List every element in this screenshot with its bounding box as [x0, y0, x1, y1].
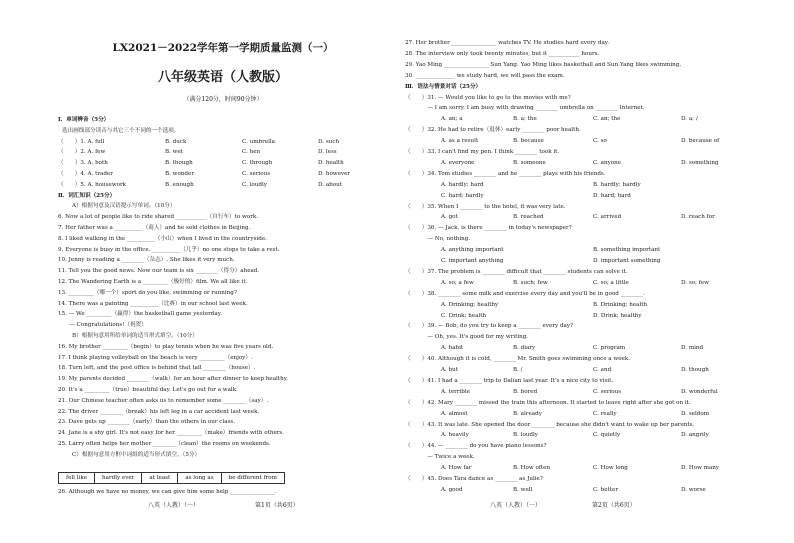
- question-stem: （ ）33. I can't find my pen. I think ________ took it.: [405, 149, 560, 155]
- answer-option-a: A. so; a few: [441, 279, 474, 286]
- question-line: 20. It's a _________（true）beautiful day. Let's go out for a walk.: [58, 387, 238, 393]
- phrase-item: hardly ever: [95, 473, 142, 483]
- phrase-item: as long as: [178, 473, 221, 483]
- question-line: 17. I think playing volleyball on the beach is very _________（enjoy）.: [58, 354, 253, 361]
- answer-option-a: A. terrible: [441, 388, 470, 395]
- answer-option-b: B. hardly; hardly: [593, 181, 641, 188]
- answer-option-a: A. hardly; hard: [441, 181, 484, 188]
- question-stem: （ ）36. — Jack, is there ________ in today's newspaper?: [405, 225, 572, 232]
- answer-option-c: C. serious: [593, 388, 622, 395]
- question-option-b: B. enough: [165, 181, 194, 188]
- question-line: 19. My parents decided ________（walk）for an hour after dinner to keep healthy.: [58, 376, 288, 383]
- answer-option-c: C. arrived: [593, 214, 622, 221]
- answer-option-c: C. so: [593, 138, 607, 145]
- answer-option-c: C. and: [593, 367, 612, 373]
- answer-option-a: A. almost: [441, 410, 468, 417]
- answer-option-b: B. bored: [513, 388, 538, 395]
- question-line: 30. ______________ we study hard, we will pass the exam.: [405, 72, 565, 79]
- answer-option-d: D. though: [681, 367, 709, 373]
- question-option-b: B. duck: [165, 138, 187, 145]
- question-option-d: D. however: [318, 171, 351, 177]
- question-option-c: C. through: [242, 160, 273, 167]
- question-stem: （ ）37. The problem is ________ difficult that ________ students can solve it.: [405, 268, 628, 275]
- answer-option-d: D. reach for: [681, 214, 715, 221]
- subject-title: 八年级英语（人教版）: [157, 70, 288, 85]
- answer-option-d: D. seldom: [681, 410, 710, 417]
- phrase-item: be different from: [228, 475, 277, 481]
- exam-title: LX2021－2022学年第一学期质量监测（一）: [112, 42, 334, 54]
- question-option-b: B. wonder: [165, 171, 194, 177]
- footer-left-label: 八英（人教）（一）: [148, 502, 200, 509]
- answer-option-c: C. so; a little: [593, 279, 629, 286]
- answer-option-a: A. got: [441, 214, 458, 221]
- question-stem: （ ）39. — Bob, do you try to keep a ________ every day?: [405, 323, 574, 330]
- question-stem: （ ）31. — Would you like to go to the movies with me?: [405, 94, 571, 101]
- answer-option-a: A. Drinking; healthy: [441, 301, 499, 308]
- answer-option-a: A. heavily: [441, 432, 469, 439]
- phrase-item: at least: [142, 473, 178, 483]
- footer-right-label: 八英（人教）（一）: [490, 502, 542, 509]
- right-column: [405, 0, 735, 543]
- question-line: 6. Now a lot of people like to ride shared ___________（自行车）to work.: [58, 214, 259, 221]
- question-line: 18. Turn left, and the post office is behind that tall ________（house）.: [58, 365, 256, 372]
- question-line: 23. Dave gets up ________（early）than the others in our class.: [58, 419, 236, 426]
- question-option-a: （ ）4. A. trader: [58, 171, 113, 177]
- answer-option-d: D. important something: [593, 258, 661, 264]
- question-line: 21. Our Chinese teacher often asks us to remember some ________（say）.: [58, 397, 269, 404]
- answer-option-a: A. good: [441, 486, 463, 493]
- question-line: 11. Tell you the good news. Now our team is six ________（得分）ahead.: [58, 268, 260, 275]
- answer-option-c: C. important anything: [441, 258, 504, 264]
- answer-option-c: C. better: [593, 486, 619, 493]
- answer-option-d: D. wonderful: [681, 388, 718, 395]
- question-option-b: B. though: [165, 160, 193, 167]
- answer-option-b: B. loudly: [513, 432, 538, 439]
- question-line: 13. _________（哪一个）sport do you like, swimming or running?: [58, 289, 237, 296]
- question-option-a: （ ）1. A. full: [58, 138, 105, 145]
- question-stem: （ ）41. I had a ________ trip to Dalian last year. It's a nice city to visit.: [405, 377, 614, 384]
- question-option-c: C. serious: [242, 171, 271, 177]
- answer-option-c: C. anyone: [593, 159, 622, 166]
- part-instruction: C）根据句意用方框中词组的适当形式填空。（5分）: [72, 451, 201, 458]
- question-stem: — I am sorry. I am busy with drawing ________ umbrella on ________ Internet.: [405, 105, 645, 112]
- footer-left-page: 第1页（共6页）: [255, 502, 299, 509]
- question-stem: — Oh, yes. It's good for my writing.: [405, 334, 529, 341]
- question-stem: （ ）42. Mary ________ missed the train this afternoon. It started to leave right after she got on it.: [405, 399, 691, 406]
- answer-option-b: B. a; the: [513, 116, 537, 123]
- question-stem: （ ）45. Does Tara dance as ________ as Julie?: [405, 476, 543, 482]
- answer-option-c: C. Drink; health: [441, 312, 487, 319]
- answer-option-c: C. an; the: [593, 116, 621, 123]
- answer-option-b: B. diary: [513, 345, 536, 352]
- answer-option-b: B. something important: [593, 247, 661, 254]
- question-stem: （ ）40. Although it is cold, ________ Mr. Smith goes swimming once a week.: [405, 356, 630, 363]
- section-heading: Ⅰ．单词辨音（5分）: [58, 117, 110, 123]
- question-line: 16. My brother _________（begin）to play tennis when he was five years old.: [58, 343, 274, 350]
- question-option-a: （ ）2. A. few: [58, 149, 106, 156]
- question-stem: （ ）38. ________ some milk and exercise every day and you'll be in good ________.: [405, 290, 645, 297]
- part-instruction: A）根据句意及汉语提示写单词。（10分）: [72, 203, 176, 210]
- question-option-a: （ ）5. A. housework: [58, 181, 127, 188]
- answer-option-a: A. as a result: [441, 138, 479, 145]
- answer-option-b: B. someone: [513, 159, 546, 166]
- question-line: 26. Although we have no money, we can give him some help ________________.: [58, 489, 277, 495]
- question-line: 7. Her father was a __________（商人）and he sold clothes in Beijing.: [58, 225, 251, 231]
- question-option-d: D. such: [318, 138, 340, 145]
- answer-option-d: D. worse: [681, 486, 706, 493]
- question-stem: （ ）34. Tom studies ________ and he ________ plays with his friends.: [405, 170, 606, 177]
- answer-option-a: A. anything important: [441, 247, 504, 254]
- question-stem: （ ）44. — ________ do you have piano lessons?: [405, 443, 547, 450]
- part-instruction: B）根据句意用所给单词的适当形式填空。（10分）: [72, 333, 198, 339]
- question-option-c: C. hen: [242, 149, 261, 156]
- question-option-c: C. loudly: [242, 181, 267, 188]
- question-line: 8. I liked walking in the __________（小山）when I lived in the countryside.: [58, 235, 267, 242]
- answer-option-d: D. hard; hard: [593, 192, 631, 199]
- question-option-d: D. less: [318, 149, 337, 156]
- question-stem: （ ）35. When I ________ to the hotel, it was very late.: [405, 203, 566, 210]
- answer-option-b: B. Drinking; health: [593, 301, 648, 308]
- question-line: 12. The Wandering Earth is a _________（极好的）film. We all like it.: [58, 279, 248, 285]
- question-stem: （ ）43. It was late. She opened the door ________ because she didn't want to wake up her parents.: [405, 421, 695, 428]
- footer-right-page: 第2页（共6页）: [592, 502, 636, 509]
- answer-option-c: C. hard; hardly: [441, 192, 484, 199]
- answer-option-d: D. How many: [681, 465, 720, 472]
- question-stem: — Twice a week.: [405, 454, 475, 461]
- question-stem: （ ）32. He had to retire（退休）early ________ poor health.: [405, 127, 581, 134]
- answer-option-d: D. because of: [681, 138, 720, 145]
- question-line: 27. Her brother ________________ watches TV. He studies hard every day.: [405, 40, 609, 46]
- answer-option-d: D. mind: [681, 345, 704, 352]
- answer-option-b: B. such; few: [513, 279, 548, 286]
- answer-option-a: A. How far: [441, 465, 472, 472]
- question-line: 9. Everyone is busy in the office. __________（几乎）no one stops to take a rest.: [58, 246, 280, 253]
- question-line: 25. Larry often helps her mother ________（clean）the rooms on weekends.: [58, 441, 271, 447]
- answer-option-c: C. quietly: [593, 432, 621, 439]
- question-option-b: B. wet: [165, 149, 184, 156]
- instruction-text: 选出画线部分读音与其它三个不同的一个选项。: [62, 127, 180, 134]
- answer-option-b: B. reached: [513, 214, 544, 221]
- question-option-d: D. health: [318, 160, 344, 167]
- question-line: 28. The interview only took twenty minutes, but it ___________ hours.: [405, 50, 600, 57]
- answer-option-d: D. angrily: [681, 432, 709, 439]
- answer-option-d: D. Drink; healthy: [593, 312, 642, 319]
- answer-option-a: A. habit: [441, 345, 464, 352]
- answer-option-c: C. How long: [593, 465, 628, 472]
- section-heading: Ⅱ．词汇知识（25分）: [58, 192, 116, 199]
- answer-option-b: B. How often: [513, 465, 551, 472]
- question-line: 10. Jenny is reading a ________（杂志）. She likes it very much.: [58, 257, 235, 264]
- question-line: 14. There was a painting __________（比赛）in our school last week.: [58, 300, 248, 307]
- left-column: [58, 0, 388, 543]
- answer-option-d: D. a; /: [681, 116, 698, 123]
- question-option-c: C. umbrella: [242, 138, 276, 145]
- question-line: 22. The driver ________（break）his left leg in a car accident last week.: [58, 408, 260, 415]
- section-heading: Ⅲ．语法与情景对话（25分）: [405, 83, 482, 90]
- phrase-item: fell like: [59, 473, 95, 483]
- exam-info: （满分120分，时间90分钟）: [183, 96, 263, 103]
- answer-option-a: A. everyone: [441, 159, 475, 166]
- question-line: 24. Jane is a shy girl. It's not easy for her _________（make）friends with others.: [58, 430, 285, 437]
- answer-option-d: D. so; few: [681, 279, 709, 286]
- question-line: 15. — We _________（赢得）the basketball game yesterday.: [58, 311, 222, 318]
- answer-option-b: B. already: [513, 410, 542, 417]
- phrase-box: [58, 472, 285, 484]
- answer-option-a: A. but: [441, 367, 459, 373]
- question-line: — Congratulations!（祝贺）: [58, 322, 147, 329]
- answer-option-d: D. something: [681, 159, 719, 166]
- answer-option-a: A. an; a: [441, 116, 463, 123]
- answer-option-b: B. because: [513, 138, 544, 145]
- question-option-d: D. about: [318, 181, 342, 188]
- question-option-a: （ ）3. A. both: [58, 160, 108, 167]
- answer-option-b: B. well: [513, 486, 533, 493]
- question-line: 29. Yao Ming ________________ Sun Yang. Yao Ming likes basketball and Sun Yang likes swimming.: [405, 61, 682, 68]
- question-stem: — No, nothing.: [405, 236, 471, 243]
- answer-option-c: C. really: [593, 410, 617, 417]
- answer-option-c: C. program: [593, 345, 626, 352]
- answer-option-b: B. /: [513, 367, 523, 373]
